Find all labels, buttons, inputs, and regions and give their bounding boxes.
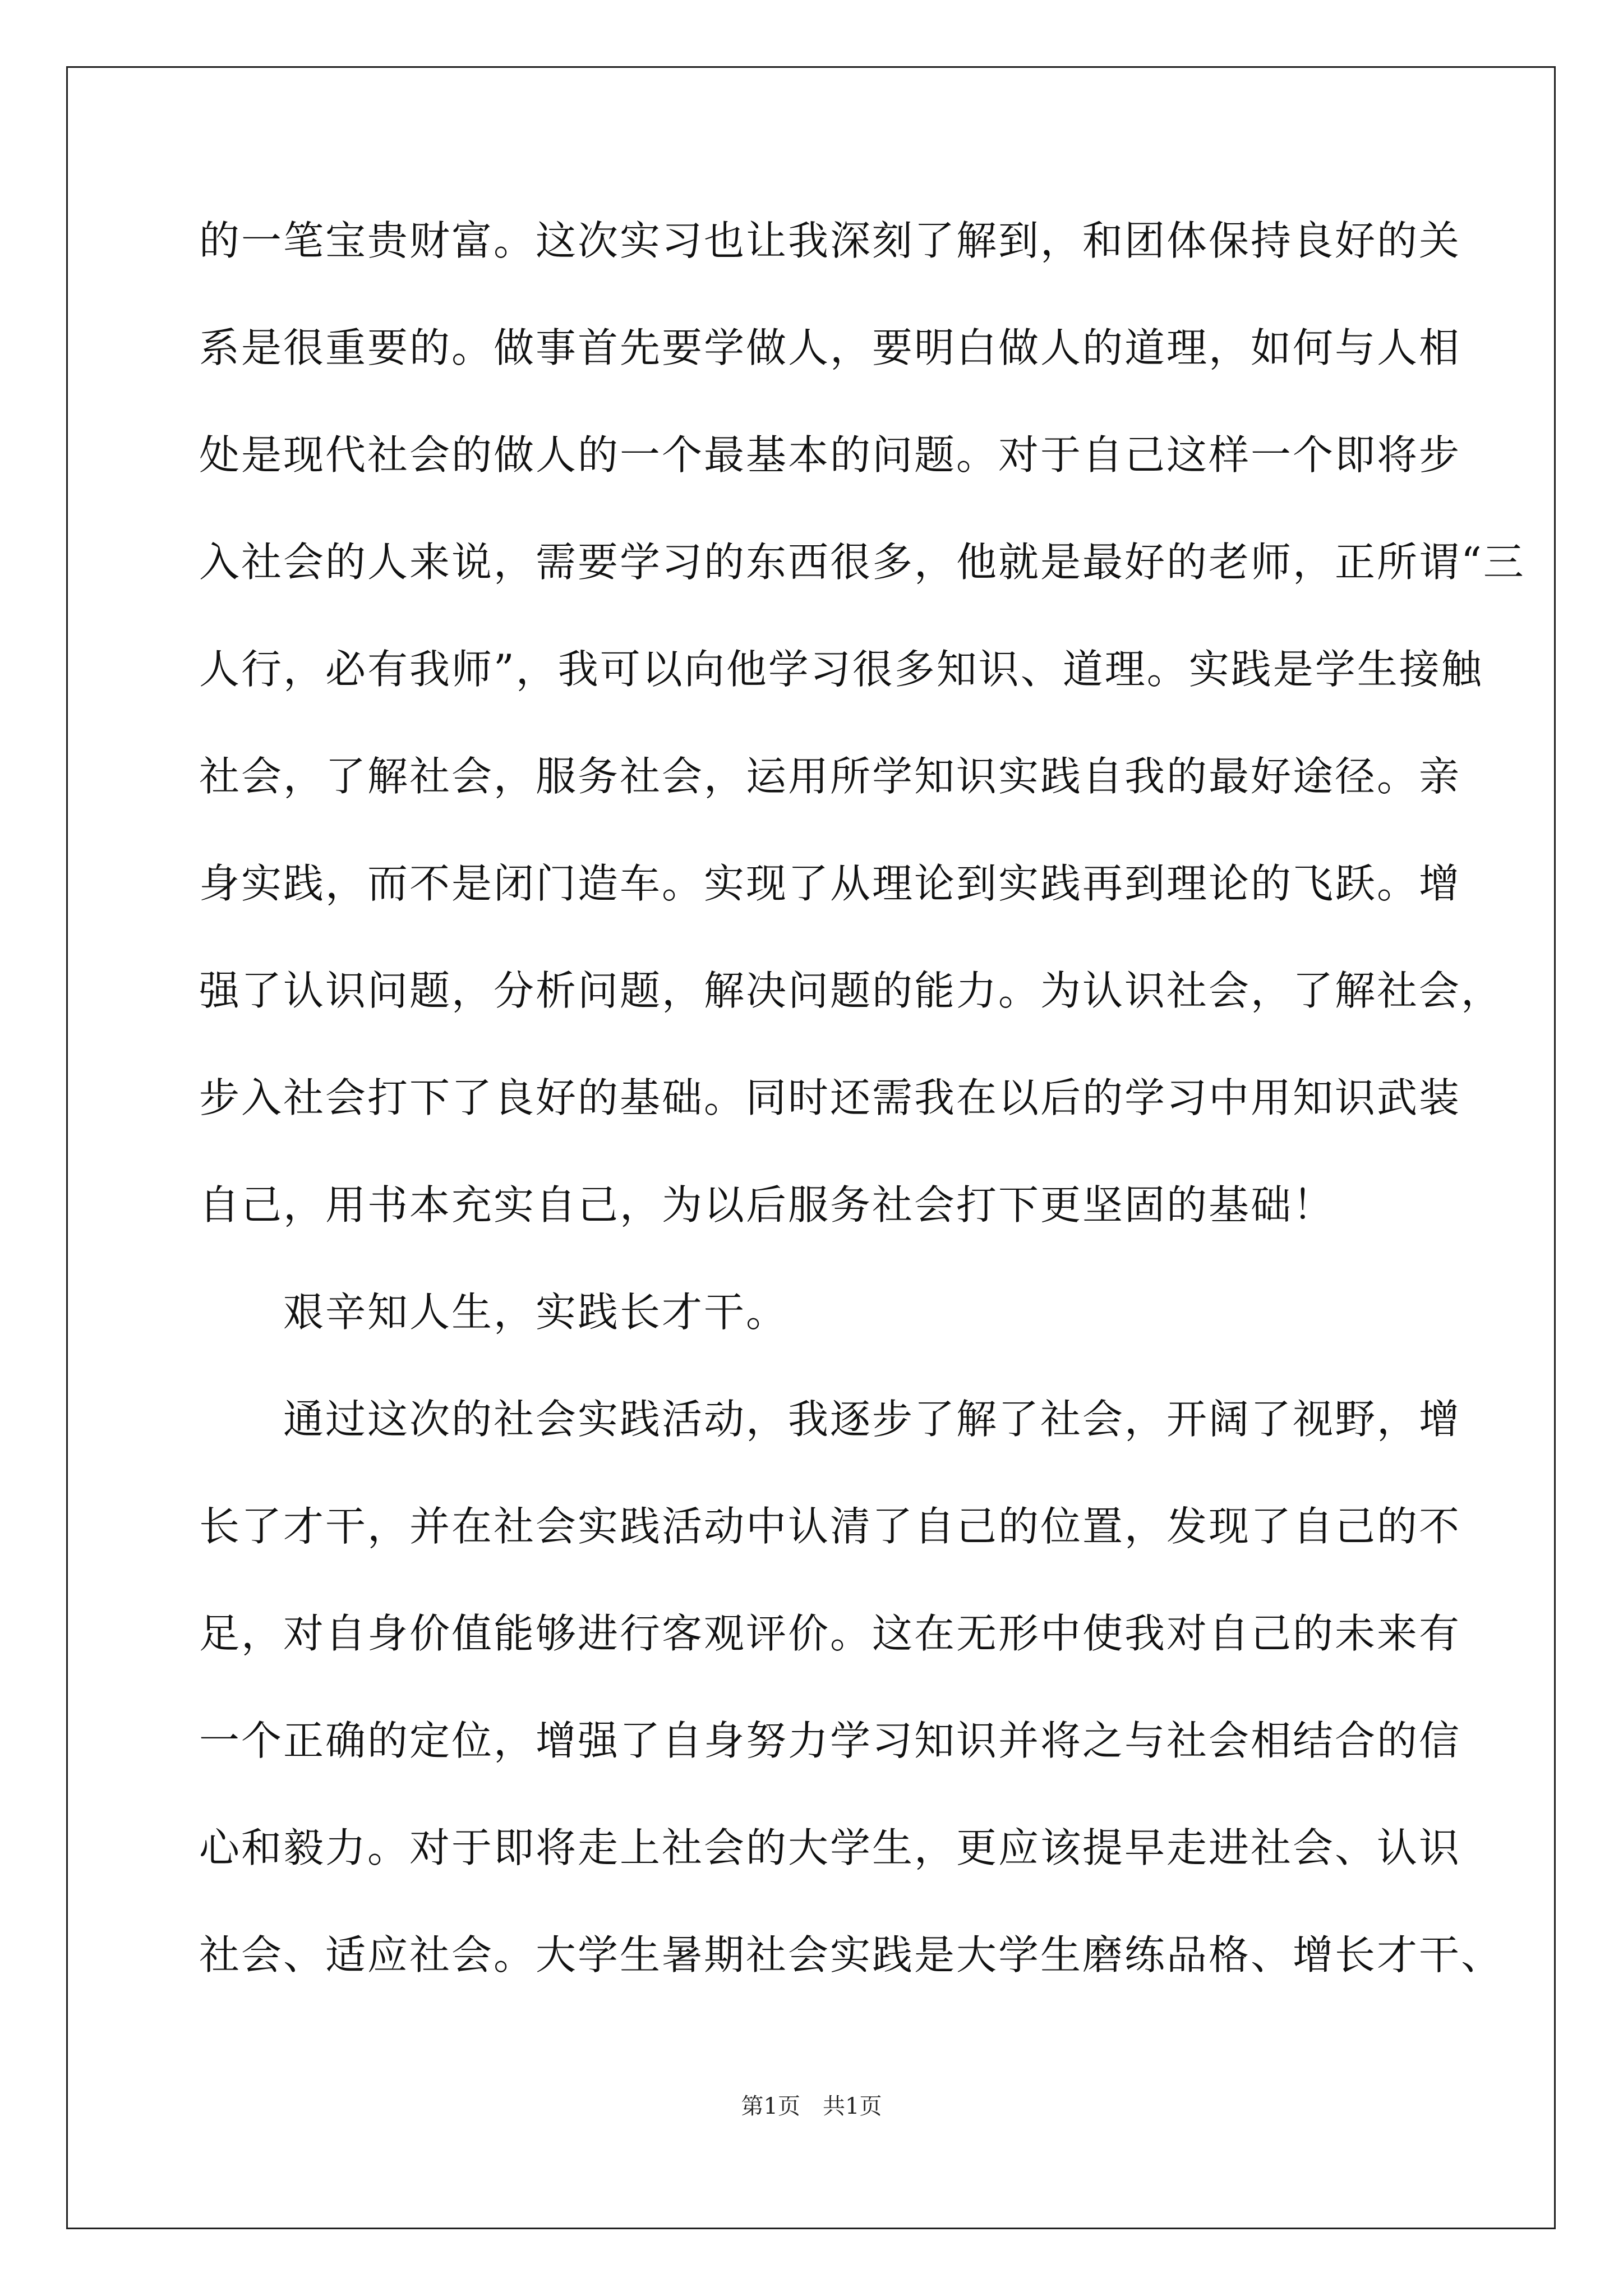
- text-line: 长了才干，并在社会实践活动中认清了自己的位置，发现了自己的不: [199, 1503, 1461, 1550]
- paragraph-heading-line: 艰辛知人生，实践长才干。: [199, 1289, 789, 1336]
- text-line: 步入社会打下了良好的基础。同时还需我在以后的学习中用知识武装: [199, 1074, 1461, 1121]
- text-line: 处是现代社会的做人的一个最基本的问题。对于自己这样一个即将步: [199, 431, 1461, 478]
- text-line: 心和毅力。对于即将走上社会的大学生，更应该提早走进社会、认识: [199, 1824, 1461, 1871]
- text-line: 社会、适应社会。大学生暑期社会实践是大学生磨练品格、增长才干、: [199, 1931, 1504, 1978]
- page-number-footer: 第1页 共1页: [741, 2093, 882, 2119]
- text-line: 的一笔宝贵财富。这次实习也让我深刻了解到，和团体保持良好的关: [199, 217, 1461, 264]
- text-line: 足，对自身价值能够进行客观评价。这在无形中使我对自己的未来有: [199, 1610, 1461, 1657]
- text-line: 一个正确的定位，增强了自身努力学习知识并将之与社会相结合的信: [199, 1717, 1461, 1764]
- text-line: 身实践，而不是闭门造车。实现了从理论到实践再到理论的飞跃。增: [199, 860, 1461, 907]
- text-line: 人行，必有我师”，我可以向他学习很多知识、道理。实践是学生接触: [199, 646, 1483, 693]
- text-line: 强了认识问题，分析问题，解决问题的能力。为认识社会，了解社会，: [199, 967, 1504, 1014]
- text-line: 通过这次的社会实践活动，我逐步了解了社会，开阔了视野，增: [199, 1396, 1461, 1443]
- text-line: 系是很重要的。做事首先要学做人，要明白做人的道理，如何与人相: [199, 324, 1461, 371]
- text-line: 入社会的人来说，需要学习的东西很多，他就是最好的老师，正所谓“三: [199, 539, 1525, 586]
- text-line: 社会，了解社会，服务社会，运用所学知识实践自我的最好途径。亲: [199, 753, 1461, 800]
- text-line: 自己，用书本充实自己，为以后服务社会打下更坚固的基础！: [199, 1181, 1335, 1228]
- document-body: [199, 214, 1525, 2036]
